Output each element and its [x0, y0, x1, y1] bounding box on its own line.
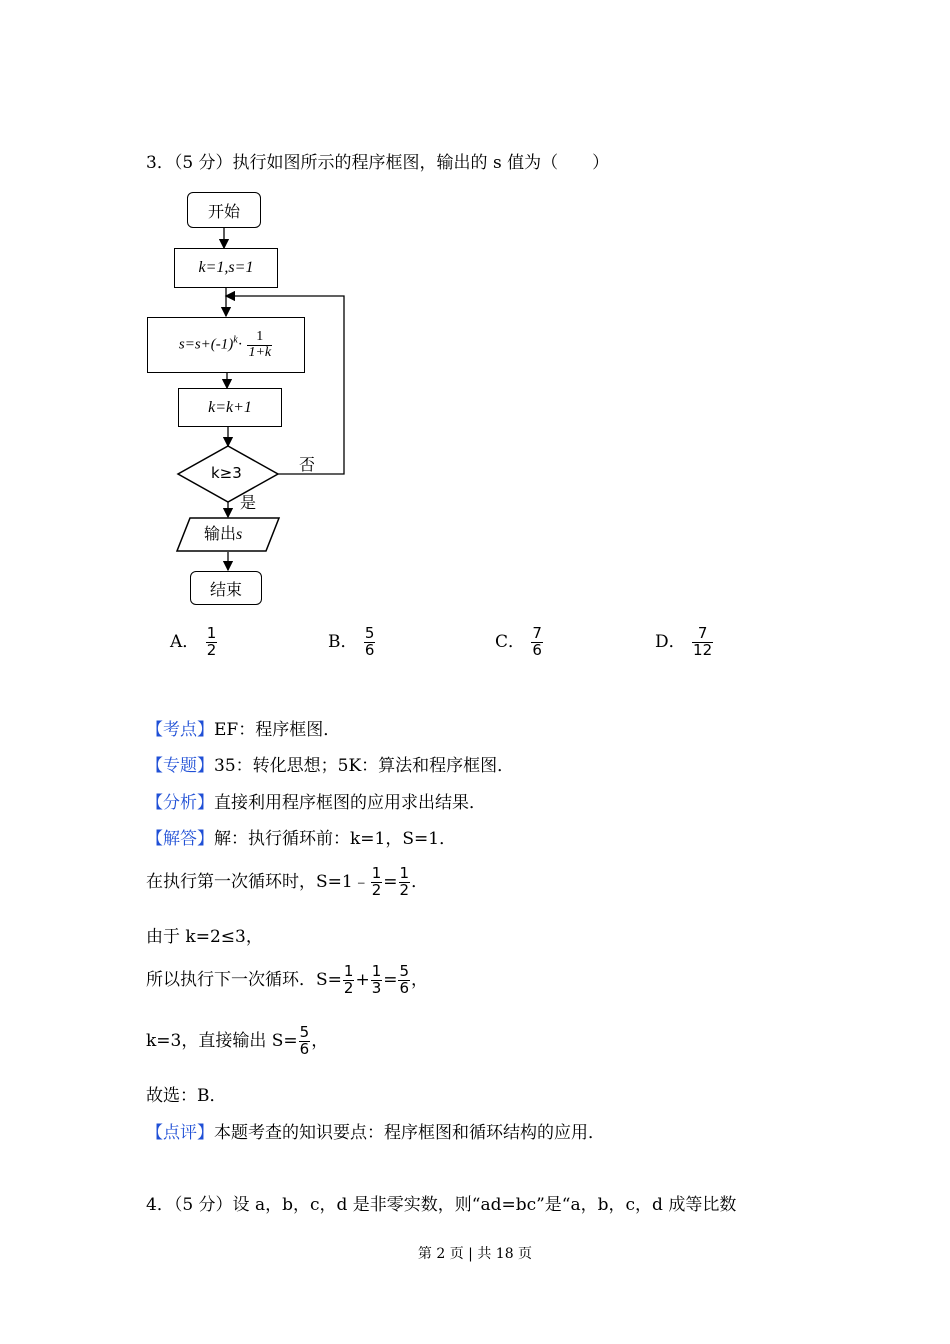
option-a	[170, 626, 218, 659]
option-b-fraction	[364, 626, 376, 659]
page-footer: 第 2 页 | 共 18 页	[417, 1246, 533, 1262]
flowchart-no-label: 否	[299, 455, 316, 474]
solution-line-5: 故选：B．	[146, 1086, 227, 1106]
jieda-line: 【解答】解：执行循环前：k=1，S=1．	[146, 829, 457, 849]
flowchart-condition: k≥3	[211, 464, 242, 482]
flowchart-output	[204, 526, 242, 543]
dianping-line: 【点评】本题考查的知识要点：程序框图和循环结构的应用．	[146, 1123, 605, 1143]
solution-line-1-prefix: 在执行第一次循环时，S=1﹣	[146, 871, 370, 892]
option-d-den: 12	[693, 640, 713, 659]
flowchart-increment-label: k=k+1	[208, 398, 252, 416]
question-3-stem: 3．（5 分）执行如图所示的程序框图，输出的 s 值为（ ）	[146, 153, 610, 173]
option-c-den: 6	[532, 640, 542, 659]
option-b-num: 5	[364, 624, 375, 642]
kaodian-text: EF：程序框图．	[214, 720, 341, 740]
zhuanti-tag: 专题	[163, 756, 197, 776]
solution-line-1-frac-2: $\frac{1}{2}$	[399, 864, 410, 899]
kaodian-line: 【考点】EF：程序框图．	[146, 720, 341, 740]
flowchart-start	[187, 192, 261, 228]
option-b-den: 6	[364, 640, 375, 659]
solution-line-4-frac: $\frac{5}{6}$	[299, 1023, 310, 1058]
option-d-letter: D．	[655, 631, 686, 652]
solution-line-4-prefix: k=3，直接输出 S=	[146, 1030, 298, 1051]
solution-line-4: k=3，直接输出 S= $\frac{5}{6}$ ，	[146, 1023, 329, 1058]
solution-line-3-frac-3: $\frac{5}{6}$	[399, 962, 410, 997]
jieda-text: 解：执行循环前：k=1，S=1．	[214, 829, 457, 849]
flowchart-loop-body	[147, 317, 305, 373]
flowchart-loop-num: 1	[256, 328, 264, 344]
solution-line-1-frac-1: $\frac{1}{2}$	[371, 864, 382, 899]
option-b	[328, 626, 376, 659]
option-a-fraction	[206, 626, 218, 659]
option-a-den: 2	[206, 640, 217, 659]
kaodian-tag: 考点	[163, 720, 197, 740]
option-a-num: 1	[206, 624, 217, 642]
option-c-num: 7	[532, 624, 542, 642]
flowchart-end	[190, 571, 262, 605]
flowchart-loop-formula	[179, 330, 273, 360]
jieda-tag: 解答	[163, 829, 197, 849]
fenxi-tag: 分析	[163, 793, 197, 813]
question-4-stem: 4．（5 分）设 a，b，c，d 是非零实数，则“ad=bc”是“a，b，c，d 成等比数	[146, 1195, 737, 1215]
zhuanti-line: 【专题】35：转化思想；5K：算法和程序框图．	[146, 756, 515, 776]
solution-line-2: 由于 k=2≤3，	[146, 927, 263, 947]
flowchart-loop-exp: k	[233, 334, 238, 346]
solution-line-3: 所以执行下一次循环．S= $\frac{1}{2}$ + $\frac{1}{3}$ = $\frac{5}{6}$ ，	[146, 962, 429, 997]
zhuanti-text: 35：转化思想；5K：算法和程序框图．	[214, 756, 515, 776]
solution-line-3-frac-2: $\frac{1}{3}$	[371, 962, 382, 997]
flowchart-loop-lhs: s=s+(-1)	[178, 336, 234, 353]
flowchart-init-label: k=1,s=1	[198, 259, 254, 276]
option-d-fraction	[692, 626, 713, 659]
flowchart-init	[174, 248, 278, 288]
flowchart-loop-den: 1+k	[248, 344, 272, 360]
option-c	[495, 626, 544, 659]
fenxi-text: 直接利用程序框图的应用求出结果．	[214, 793, 486, 813]
flowchart-start-label: 开始	[207, 201, 240, 221]
flowchart-loop-fraction	[247, 330, 272, 360]
flowchart-output-label: 输出	[204, 524, 237, 543]
dianping-text: 本题考查的知识要点：程序框图和循环结构的应用．	[214, 1123, 605, 1143]
flowchart-loop-dot: ·	[237, 336, 243, 353]
option-a-letter: A．	[170, 631, 200, 652]
flowchart-output-var: s	[236, 526, 243, 543]
dianping-tag: 点评	[163, 1123, 197, 1143]
option-c-fraction	[531, 626, 543, 659]
flowchart-increment	[178, 388, 282, 427]
solution-line-1: 在执行第一次循环时，S=1﹣ $\frac{1}{2}$ = $\frac{1}{2}$ ．	[146, 864, 429, 899]
fenxi-line: 【分析】直接利用程序框图的应用求出结果．	[146, 793, 486, 813]
option-b-letter: B．	[328, 631, 358, 652]
option-d-num: 7	[697, 624, 708, 642]
solution-line-3-frac-1: $\frac{1}{2}$	[343, 962, 354, 997]
flowchart-end-label: 结束	[209, 579, 242, 599]
option-d	[655, 626, 714, 659]
flowchart-yes-label: 是	[240, 493, 257, 512]
solution-line-3-prefix: 所以执行下一次循环．S=	[146, 969, 342, 990]
option-c-letter: C．	[495, 631, 526, 652]
